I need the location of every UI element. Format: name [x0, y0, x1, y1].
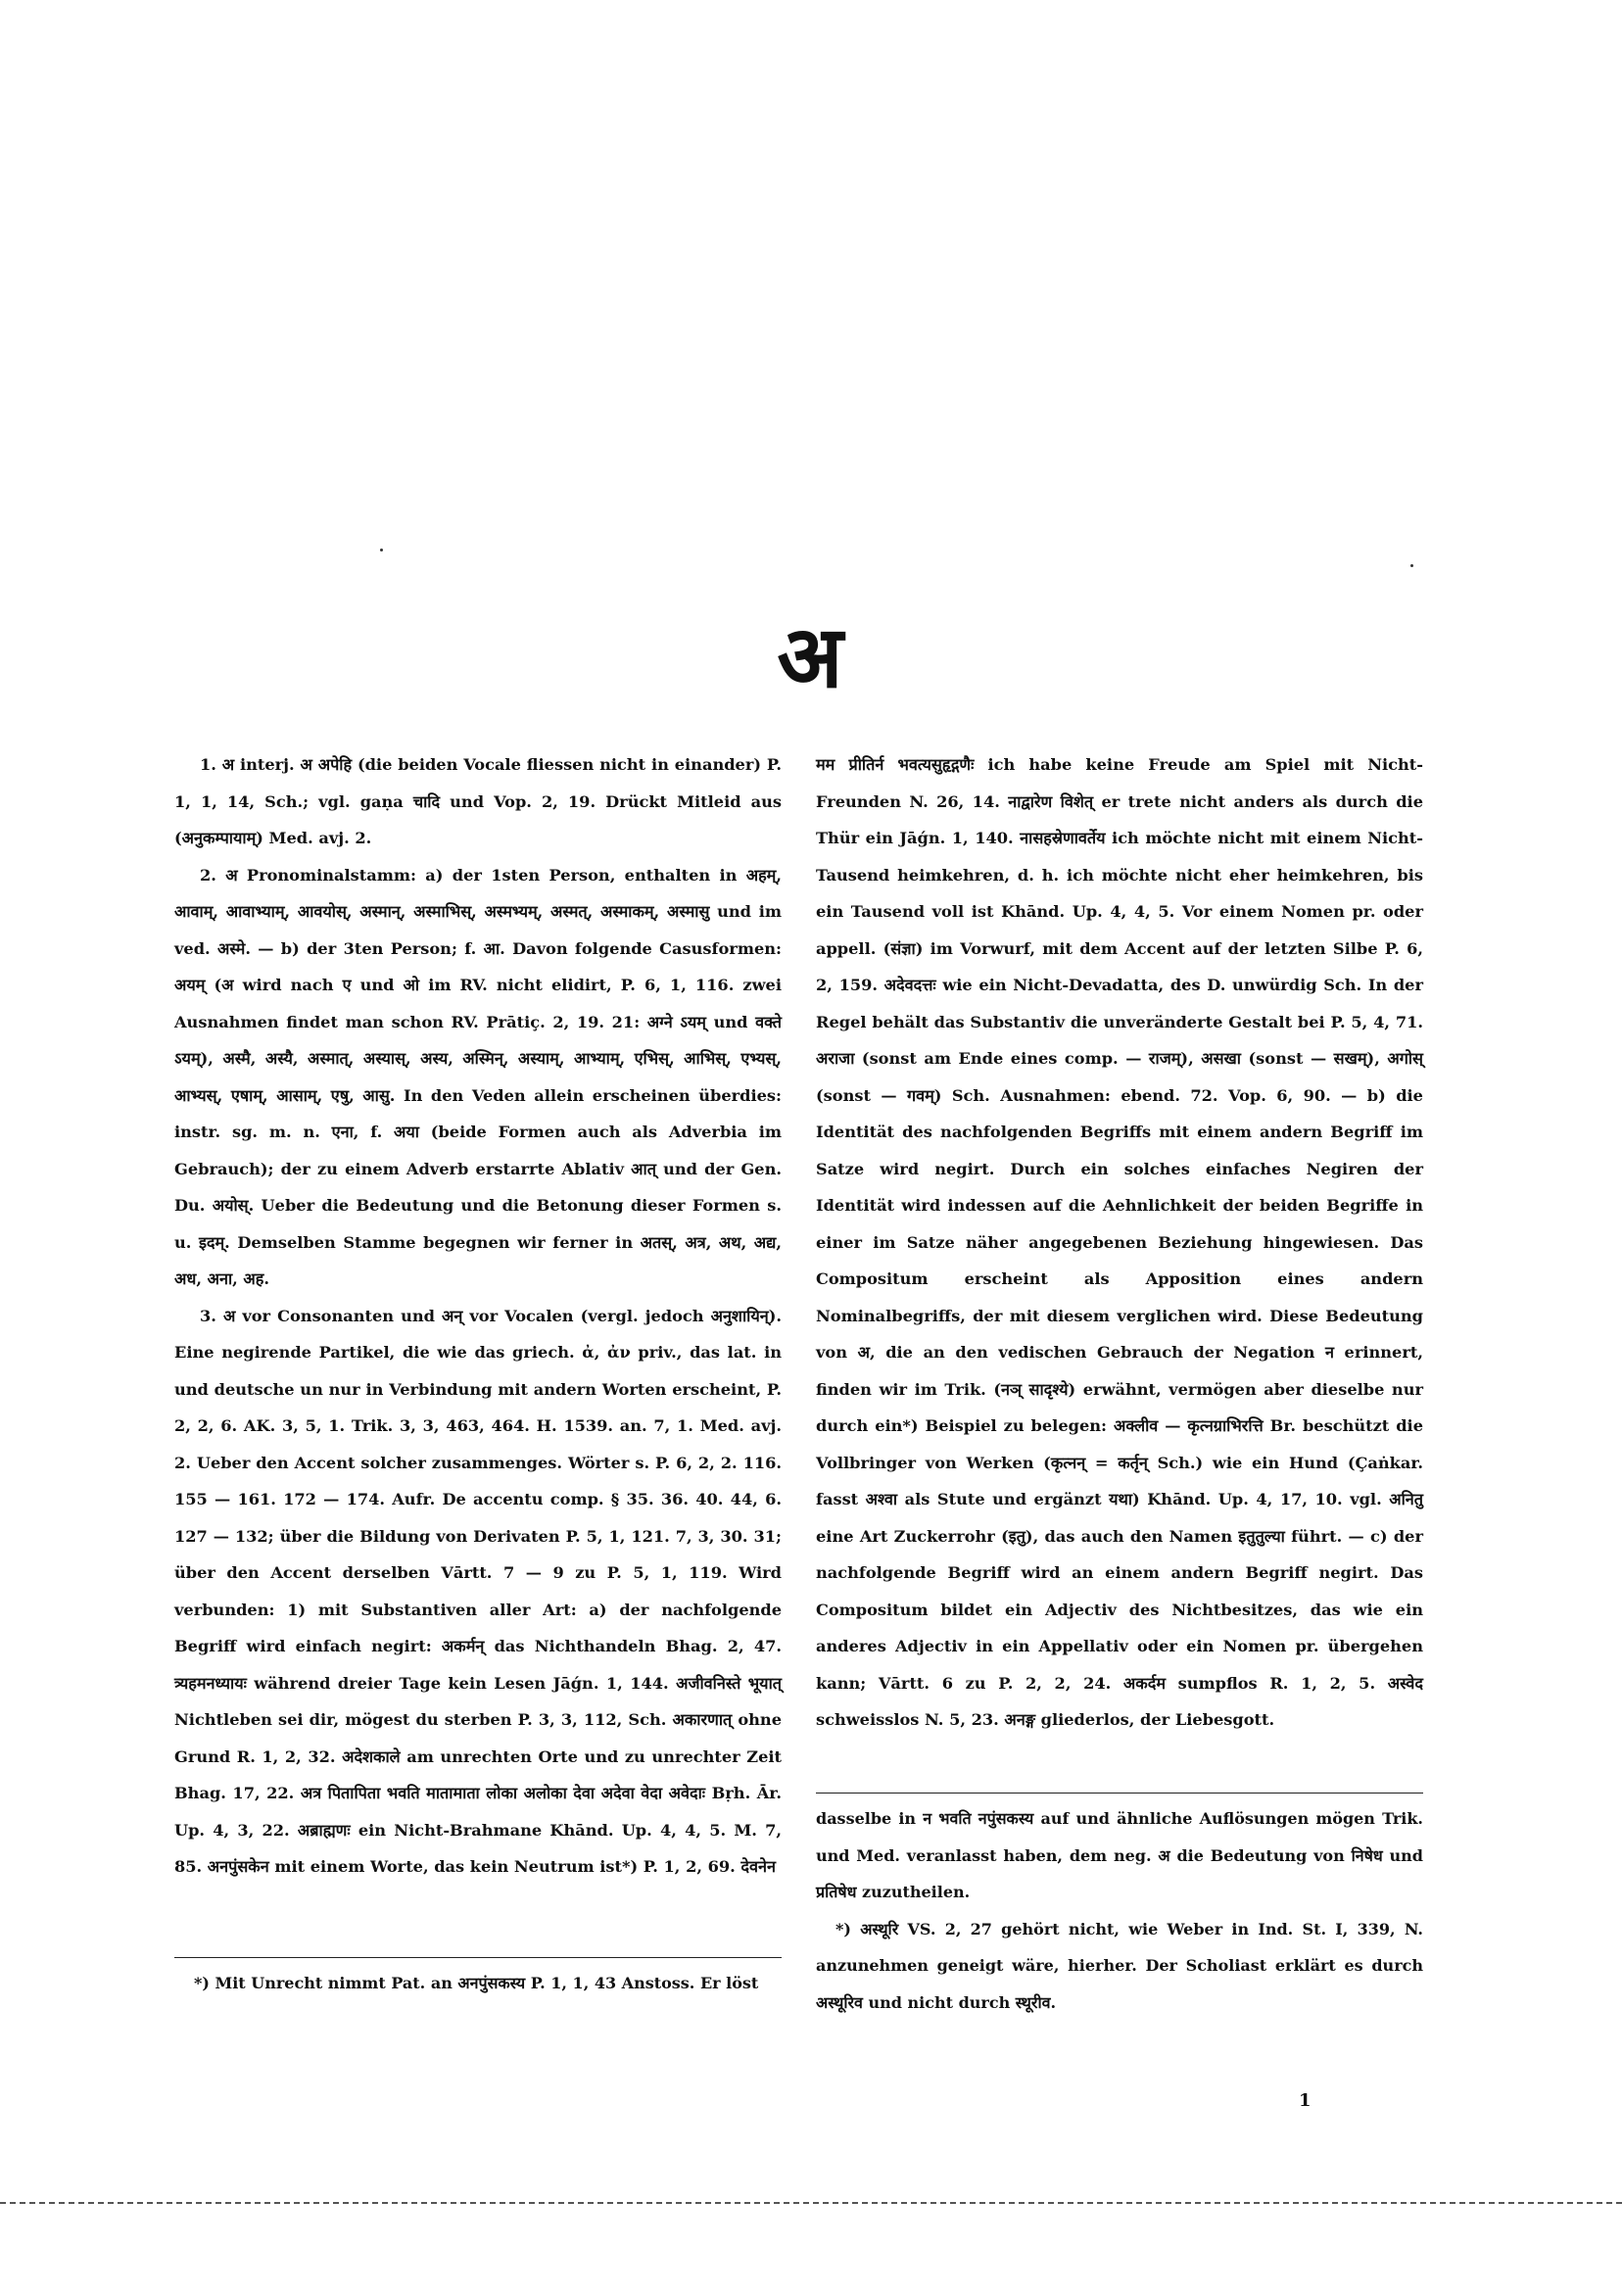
scan-edge-line: [0, 2202, 1622, 2204]
entry-paragraph: 2. अ Pronominalstamm: a) der 1sten Person, enthalten in अहम्, आवाम्, आवाभ्याम्, आवयोस्, अस्मान्, अस्माभिस्, अस्मभ्यम्, अस्मत्, अस्माकम्, अस्मासु und im ved. अस्मे. — b) der 3ten Person; f. आ. Davon folgende Casusformen: अयम् (अ wird nach ए und ओ im RV. nicht elidirt, P. 6, 1, 116. zwei Ausnahmen findet man schon RV. Prātiç. 2, 19. 21: अग्ने ऽयम् und वक्ते ऽयम्), अस्मै, अस्यै, अस्मात्, अस्यास्, अस्य, अस्मिन्, अस्याम्, आभ्याम्, एभिस्, आभिस्, एभ्यस्, आभ्यस्, एषाम्, आसाम्, एषु, आसु. In den Veden allein erscheinen überdies: instr. sg. m. n. एना, f. अया (beide Formen auch als Adverbia im Gebrauch); der zu einem Adverb erstarrte Ablativ आत् und der Gen. Du. अयोस्. Ueber die Bedeutung und die Betonung dieser Formen s. u. इदम्. Demselben Stamme begegnen wir ferner in अतस्, अत्र, अथ, अद्य, अध, अना, अह.: [174, 865, 782, 1288]
footnote-left: [174, 1965, 782, 2002]
footnote-text: *) अस्थूरि VS. 2, 27 gehört nicht, wie Weber in Ind. St. I, 339, N. anzunehmen geneigt wäre, hierher. Der Scholiast erklärt es durch अस्थूरिव und nicht durch स्थूरीव.: [816, 1919, 1423, 2012]
speck: [1410, 564, 1413, 567]
footnote-text: *) Mit Unrecht nimmt Pat. an अनपुंसकस्य P. 1, 1, 43 Anstoss. Er löst: [194, 1974, 759, 1992]
left-column: [174, 746, 782, 1886]
footnote-divider: [816, 1793, 1423, 1794]
entry-paragraph: 3. अ vor Consonanten und अन् vor Vocalen (vergl. jedoch अनुशायिन्). Eine negirende Partikel, die wie das griech. ἀ, ἀν priv., das lat. in und deutsche un nur in Verbindung mit andern Worten erscheint, P. 2, 2, 6. AK. 3, 5, 1. Trik. 3, 3, 463, 464. H. 1539. an. 7, 1. Med. avj. 2. Ueber den Accent solcher zusammenges. Wörter s. P. 6, 2, 2. 116. 155 — 161. 172 — 174. Aufr. De accentu comp. § 35. 36. 40. 44, 6. 127 — 132; über die Bildung von Derivaten P. 5, 1, 121. 7, 3, 30. 31; über den Accent derselben Vārtt. 7 — 9 zu P. 5, 1, 119. Wird verbunden: 1) mit Substantiven aller Art: a) der nachfolgende Begriff wird einfach negirt: अकर्मन् das Nichthandeln Bhag. 2, 47. त्र्यहमनध्यायः während dreier Tage kein Lesen Jāǵn. 1, 144. अजीवनिस्ते भूयात् Nichtleben sei dir, mögest du sterben P. 3, 3, 112, Sch. अकारणात् ohne Grund R. 1, 2, 32. अदेशकाले am unrechten Orte und zu unrechter Zeit Bhag. 17, 22. अत्र पितापिता भवति मातामाता लोका अलोका देवा अदेवा वेदा अवेदाः Bṛh. Ār. Up. 4, 3, 22. अब्राह्मणः ein Nicht-Brahmane Khānd. Up. 4, 4, 5. M. 7, 85. अनपुंसकेन mit einem Worte, das kein Neutrum ist*) P. 1, 2, 69. देवनेन: [174, 1306, 782, 1876]
speck: [380, 549, 383, 551]
entry-paragraph: 1. अ interj. अ अपेहि (die beiden Vocale fliessen nicht in einander) P. 1, 1, 14, Sch.; vgl. gaṇa चादि und Vop. 2, 19. Drückt Mitleid aus (अनुकम्पायाम्) Med. avj. 2.: [174, 755, 782, 847]
footnote-right: [816, 1800, 1423, 2021]
footnote-divider: [174, 1957, 782, 1958]
page-number: 1: [1299, 2090, 1312, 2111]
footnote-continuation: dasselbe in न भवति नपुंसकस्य auf und ähnliche Auflösungen mögen Trik. und Med. veranlasst haben, dem neg. अ die Bedeutung von निषेध und प्रतिषेध zuzutheilen.: [816, 1809, 1423, 1901]
section-letter-heading: अ: [777, 605, 845, 707]
entry-paragraph: मम प्रीतिर्न भवत्यसुहृद्गणैः ich habe keine Freude am Spiel mit Nicht-Freunden N. 26, 14. नाद्वारेण विशेत् er trete nicht anders als durch die Thür ein Jāǵn. 1, 140. नासहस्रेणावर्तेय ich möchte nicht mit einem Nicht-Tausend heimkehren, d. h. ich möchte nicht eher heimkehren, bis ein Tausend voll ist Khānd. Up. 4, 4, 5. Vor einem Nomen pr. oder appell. (संज्ञा) im Vorwurf, mit dem Accent auf der letzten Silbe P. 6, 2, 159. अदेवदत्तः wie ein Nicht-Devadatta, des D. unwürdig Sch. In der Regel behält das Substantiv die unveränderte Gestalt bei P. 5, 4, 71. अराजा (sonst am Ende eines comp. — राजम्), असखा (sonst — सखम्), अगोस् (sonst — गवम्) Sch. Ausnahmen: ebend. 72. Vop. 6, 90. — b) die Identität des nachfolgenden Begriffs mit einem andern Begriff im Satze wird negirt. Durch ein solches einfaches Negiren der Identität wird indessen auf die Aehnlichkeit der beiden Begriffe in einer im Satze näher angegebenen Beziehung hingewiesen. Das Compositum erscheint als Apposition eines andern Nominalbegriffs, der mit diesem verglichen wird. Diese Bedeutung von अ, die an den vedischen Gebrauch der Negation न erinnert, finden wir im Trik. (नञ् सादृश्ये) erwähnt, vermögen aber dieselbe nur durch ein*) Beispiel zu belegen: अक्लीव — कृत्नग्राभिरत्ति Br. beschützt die Vollbringer von Werken (कृत्नन् = कर्तृन् Sch.) wie ein Hund (Çaṅkar. fasst अश्वा als Stute und ergänzt यथा) Khānd. Up. 4, 17, 10. vgl. अनितु eine Art Zuckerrohr (इतु), das auch den Namen इतुतुल्या führt. — c) der nachfolgende Begriff wird an einem andern Begriff negirt. Das Compositum bildet ein Adjectiv des Nichtbesitzes, das wie ein anderes Adjectiv in ein Appellativ oder ein Nomen pr. übergehen kann; Vārtt. 6 zu P. 2, 2, 24. अकर्दम sumpflos R. 1, 2, 5. अस्वेद schweisslos N. 5, 23. अनङ्ग gliederlos, der Liebesgott.: [816, 755, 1423, 1729]
right-column: [816, 746, 1423, 1739]
